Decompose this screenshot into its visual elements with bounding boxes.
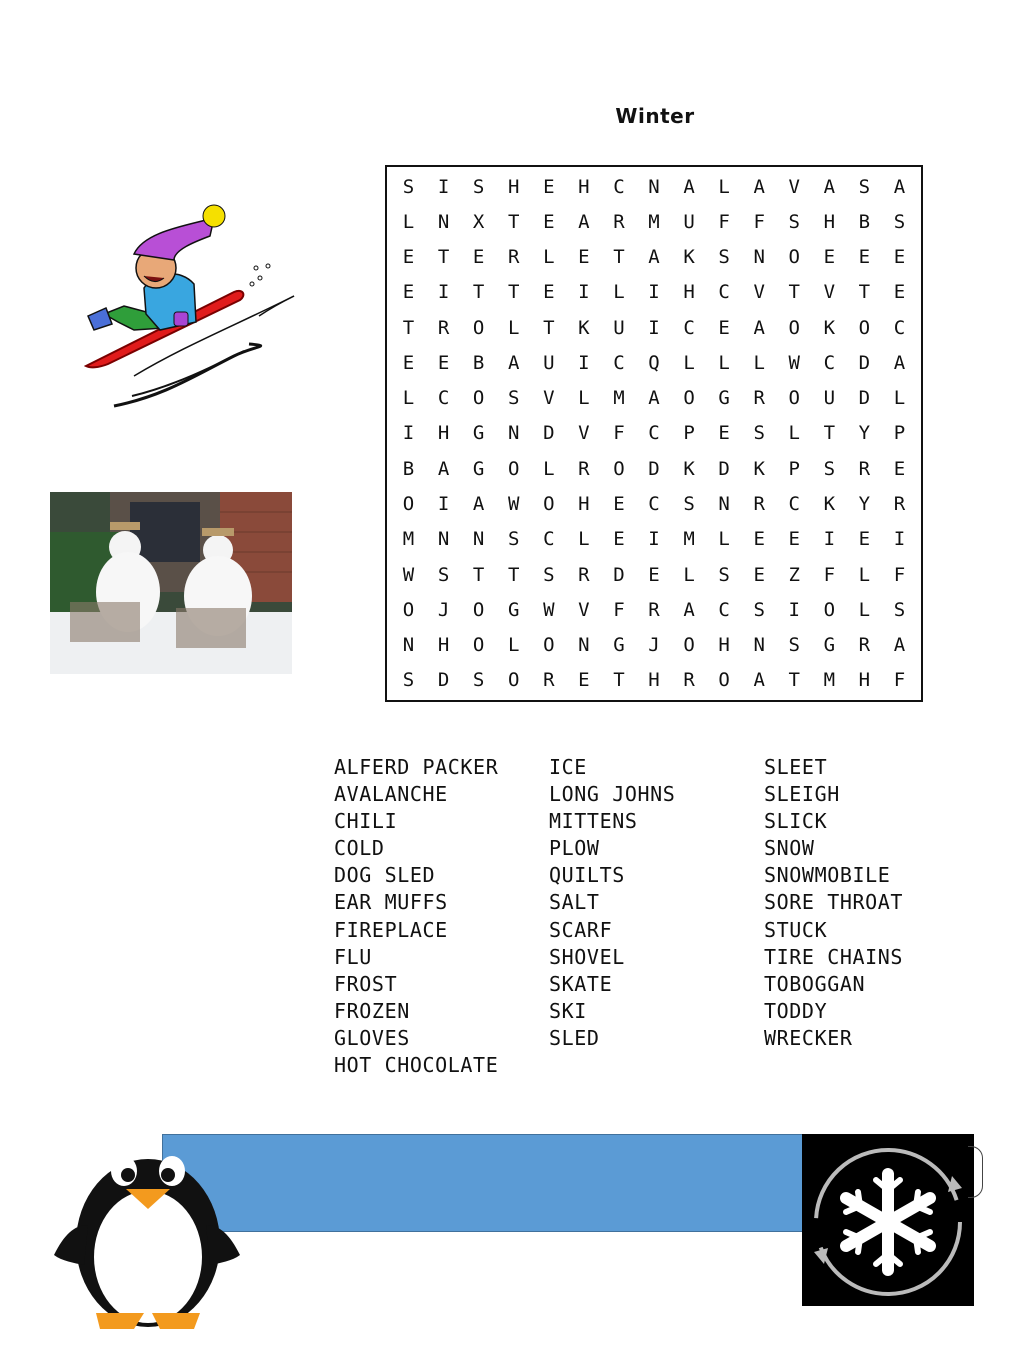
grid-cell: H xyxy=(823,210,836,233)
word-list-item: COLD xyxy=(334,836,385,861)
grid-cell: A xyxy=(648,246,660,269)
grid-cell: H xyxy=(718,634,730,657)
grid-cell: R xyxy=(648,598,660,621)
word-list-item: SLICK xyxy=(764,809,828,834)
snowflake-icon xyxy=(802,1134,974,1306)
grid-cell: E xyxy=(402,246,415,269)
grid-cell: E xyxy=(402,351,415,374)
grid-cell: K xyxy=(823,316,836,339)
grid-cell: E xyxy=(893,457,906,480)
grid-cell: E xyxy=(437,351,450,374)
grid-cell: S xyxy=(788,634,800,657)
grid-cell: E xyxy=(893,246,906,269)
grid-cell: U xyxy=(683,210,695,233)
grid-cell: W xyxy=(508,493,520,516)
grid-cell: L xyxy=(718,175,730,198)
grid-cell: S xyxy=(753,422,765,445)
grid-cell: S xyxy=(858,175,871,198)
grid-cell: C xyxy=(613,351,625,374)
word-list-item: SNOWMOBILE xyxy=(764,863,891,888)
grid-cell: U xyxy=(823,387,836,410)
grid-cell: C xyxy=(613,175,625,198)
grid-cell: E xyxy=(543,281,555,304)
grid-cell: H xyxy=(437,422,450,445)
grid-cell: F xyxy=(718,210,730,233)
grid-cell: S xyxy=(718,563,730,586)
word-list-item: SHOVEL xyxy=(549,944,625,969)
grid-cell: L xyxy=(858,598,871,621)
grid-cell: G xyxy=(718,387,730,410)
grid-cell: E xyxy=(472,246,485,269)
grid-cell: I xyxy=(402,422,415,445)
grid-cell: E xyxy=(543,175,555,198)
grid-cell: O xyxy=(788,316,800,339)
grid-cell: L xyxy=(788,422,800,445)
grid-cell: I xyxy=(437,281,450,304)
grid-cell: Z xyxy=(788,563,800,586)
word-list-item: SALT xyxy=(549,890,600,915)
grid-cell: I xyxy=(437,493,450,516)
grid-cell: A xyxy=(753,316,765,339)
grid-cell: T xyxy=(823,422,836,445)
grid-cell: Y xyxy=(858,422,871,445)
grid-cell: I xyxy=(437,175,450,198)
grid-cell: T xyxy=(543,316,555,339)
grid-cell: E xyxy=(718,422,730,445)
word-list-item: GLOVES xyxy=(334,1025,410,1050)
grid-cell: W xyxy=(543,598,555,621)
grid-cell: T xyxy=(472,281,485,304)
grid-cell: V xyxy=(543,387,555,410)
grid-cell: R xyxy=(893,493,906,516)
grid-cell: E xyxy=(648,563,660,586)
word-list-item: SLEET xyxy=(764,755,828,779)
word-list-item: ICE xyxy=(549,755,587,779)
grid-cell: S xyxy=(472,669,485,692)
grid-cell: N xyxy=(437,210,450,233)
grid-cell: N xyxy=(753,246,765,269)
grid-cell: B xyxy=(402,457,415,480)
grid-cell: S xyxy=(753,598,765,621)
word-list-item: WRECKER xyxy=(764,1025,853,1050)
grid-cell: L xyxy=(683,563,695,586)
grid-cell: G xyxy=(472,422,485,445)
grid-cell: H xyxy=(858,669,871,692)
grid-cell: O xyxy=(788,387,800,410)
grid-cell: L xyxy=(508,634,520,657)
grid-cell: C xyxy=(718,598,730,621)
grid-cell: L xyxy=(893,387,906,410)
grid-cell: N xyxy=(578,634,590,657)
grid-cell: S xyxy=(472,175,485,198)
grid-cell: E xyxy=(578,669,590,692)
grid-cell: T xyxy=(613,669,625,692)
grid-cell: T xyxy=(788,281,800,304)
grid-cell: H xyxy=(508,175,520,198)
grid-cell: O xyxy=(543,634,555,657)
grid-cell: O xyxy=(718,669,730,692)
grid-cell: S xyxy=(788,210,800,233)
grid-cell: M xyxy=(823,669,836,692)
sledding-kid-illustration xyxy=(84,196,298,412)
grid-cell: C xyxy=(648,422,660,445)
grid-cell: D xyxy=(858,387,871,410)
word-list-item: MITTENS xyxy=(549,809,638,834)
grid-cell: A xyxy=(437,457,450,480)
grid-cell: R xyxy=(613,210,625,233)
grid-cell: M xyxy=(402,528,415,551)
grid-cell: S xyxy=(402,669,415,692)
grid-cell: D xyxy=(718,457,730,480)
grid-cell: J xyxy=(648,634,660,657)
grid-cell: D xyxy=(648,457,660,480)
grid-cell: K xyxy=(683,246,695,269)
grid-cell: S xyxy=(508,528,520,551)
grid-cell: P xyxy=(893,422,906,445)
grid-cell: O xyxy=(508,669,520,692)
grid-cell: I xyxy=(648,528,660,551)
word-list-column-1 xyxy=(334,754,498,1079)
word-list-item: STUCK xyxy=(764,917,828,942)
grid-cell: A xyxy=(753,669,765,692)
word-list-item: FROZEN xyxy=(334,998,410,1023)
grid-cell: L xyxy=(683,351,695,374)
grid-cell: K xyxy=(823,493,836,516)
grid-cell: Y xyxy=(858,493,871,516)
grid-cell: I xyxy=(788,598,800,621)
grid-cell: Q xyxy=(648,351,660,374)
grid-cell: A xyxy=(683,598,695,621)
grid-cell: E xyxy=(753,528,765,551)
grid-cell: E xyxy=(858,246,871,269)
grid-cell: E xyxy=(613,528,625,551)
grid-cell: T xyxy=(437,246,450,269)
grid-cell: L xyxy=(402,210,415,233)
grid-cell: R xyxy=(578,563,590,586)
grid-cell: D xyxy=(858,351,871,374)
grid-cell: R xyxy=(858,457,871,480)
grid-cell: T xyxy=(508,563,520,586)
grid-cell: O xyxy=(508,457,520,480)
word-list-item: SNOW xyxy=(764,836,815,861)
grid-cell: A xyxy=(893,175,906,198)
grid-cell: S xyxy=(437,563,450,586)
grid-cell: I xyxy=(823,528,836,551)
snowflake-panel xyxy=(802,1134,974,1306)
word-list-item: HOT CHOCOLATE xyxy=(334,1053,499,1078)
grid-cell: H xyxy=(437,634,450,657)
grid-cell: H xyxy=(578,175,590,198)
grid-cell: L xyxy=(543,246,555,269)
grid-cell: F xyxy=(893,669,906,692)
grid-cell: V xyxy=(823,281,836,304)
grid-cell: O xyxy=(543,493,555,516)
grid-cell: C xyxy=(788,493,800,516)
grid-cell: B xyxy=(858,210,871,233)
word-list-item: SKATE xyxy=(549,971,613,996)
grid-cell: O xyxy=(683,387,695,410)
word-list-item: TOBOGGAN xyxy=(764,971,866,996)
grid-cell: N xyxy=(508,422,520,445)
grid-cell: I xyxy=(648,316,660,339)
grid-cell: A xyxy=(508,351,520,374)
grid-cell: H xyxy=(683,281,695,304)
page-title: Winter xyxy=(615,104,695,128)
grid-cell: P xyxy=(683,422,695,445)
bracket-shape xyxy=(968,1146,983,1198)
grid-cell: O xyxy=(683,634,695,657)
grid-cell: A xyxy=(753,175,765,198)
grid-cell: L xyxy=(508,316,520,339)
grid-cell: R xyxy=(753,387,765,410)
word-list-item: CHILI xyxy=(334,809,398,834)
word-list-item: QUILTS xyxy=(549,863,625,888)
grid-cell: U xyxy=(613,316,625,339)
grid-cell: U xyxy=(543,351,555,374)
grid-cell: L xyxy=(858,563,871,586)
word-list-item: FROST xyxy=(334,971,398,996)
grid-cell: L xyxy=(578,528,590,551)
grid-cell: O xyxy=(472,316,485,339)
word-list-column-2 xyxy=(549,754,675,1052)
grid-cell: L xyxy=(613,281,625,304)
word-list-item: ALFERD PACKER xyxy=(334,755,499,779)
grid-cell: C xyxy=(718,281,730,304)
grid-cell: C xyxy=(543,528,555,551)
word-list-item: SORE THROAT xyxy=(764,890,904,915)
penguin-illustration xyxy=(44,1125,248,1331)
grid-cell: F xyxy=(893,563,906,586)
grid-cell: X xyxy=(472,210,485,233)
grid-cell: L xyxy=(402,387,415,410)
grid-cell: H xyxy=(648,669,660,692)
grid-cell: S xyxy=(402,175,415,198)
grid-cell: A xyxy=(578,210,590,233)
word-list-item: SCARF xyxy=(549,917,613,942)
grid-cell: O xyxy=(858,316,871,339)
grid-cell: S xyxy=(508,387,520,410)
grid-cell: L xyxy=(718,351,730,374)
grid-cell: A xyxy=(893,351,906,374)
grid-cell: M xyxy=(683,528,695,551)
grid-cell: R xyxy=(578,457,590,480)
word-list-item: AVALANCHE xyxy=(334,782,448,807)
grid-cell: T xyxy=(472,563,485,586)
grid-cell: E xyxy=(823,246,836,269)
grid-cell: V xyxy=(578,598,590,621)
grid-cell: M xyxy=(613,387,625,410)
grid-cell: G xyxy=(472,457,485,480)
grid-cell: K xyxy=(578,316,590,339)
grid-cell: T xyxy=(508,281,520,304)
grid-cell: R xyxy=(753,493,765,516)
grid-cell: S xyxy=(683,493,695,516)
grid-cell: M xyxy=(648,210,660,233)
word-list-item: TODDY xyxy=(764,998,828,1023)
grid-cell: A xyxy=(823,175,836,198)
grid-cell: F xyxy=(613,598,625,621)
grid-cell: K xyxy=(683,457,695,480)
grid-cell: O xyxy=(613,457,625,480)
grid-cell: I xyxy=(578,281,590,304)
grid-cell: D xyxy=(613,563,625,586)
grid-cell: A xyxy=(648,387,660,410)
grid-cell: G xyxy=(613,634,625,657)
grid-cell: O xyxy=(472,598,485,621)
grid-cell: B xyxy=(472,351,485,374)
grid-cell: V xyxy=(578,422,590,445)
grid-cell: R xyxy=(543,669,555,692)
grid-cell: C xyxy=(893,316,906,339)
grid-cell: S xyxy=(893,598,906,621)
word-list-item: EAR MUFFS xyxy=(334,890,448,915)
grid-cell: N xyxy=(472,528,485,551)
grid-cell: R xyxy=(437,316,450,339)
snowmen-in-chairs-photo xyxy=(50,492,292,674)
grid-cell: H xyxy=(578,493,590,516)
grid-cell: I xyxy=(893,528,906,551)
word-search-grid xyxy=(385,165,923,702)
grid-cell: T xyxy=(508,210,520,233)
word-list-item: TIRE CHAINS xyxy=(764,944,904,969)
grid-cell: V xyxy=(753,281,765,304)
grid-cell: W xyxy=(402,563,415,586)
grid-cell: O xyxy=(402,493,415,516)
grid-cell: R xyxy=(508,246,520,269)
word-list-item: DOG SLED xyxy=(334,863,436,888)
grid-cell: N xyxy=(718,493,730,516)
grid-cell: K xyxy=(753,457,765,480)
grid-cell: I xyxy=(648,281,660,304)
grid-cell: L xyxy=(578,387,590,410)
grid-cell: E xyxy=(718,316,730,339)
banner-bar xyxy=(162,1134,830,1232)
grid-cell: A xyxy=(893,634,906,657)
grid-cell: O xyxy=(823,598,836,621)
grid-cell: S xyxy=(543,563,555,586)
word-list-column-3 xyxy=(764,754,903,1052)
grid-cell: N xyxy=(437,528,450,551)
grid-cell: E xyxy=(578,246,590,269)
grid-cell: E xyxy=(543,210,555,233)
grid-cell: G xyxy=(508,598,520,621)
grid-cell: C xyxy=(683,316,695,339)
grid-cell: L xyxy=(543,457,555,480)
grid-cell: J xyxy=(437,598,450,621)
grid-cell: I xyxy=(578,351,590,374)
grid-cell: W xyxy=(788,351,800,374)
grid-cell: S xyxy=(718,246,730,269)
word-list-item: PLOW xyxy=(549,836,600,861)
grid-cell: C xyxy=(648,493,660,516)
grid-cell: N xyxy=(402,634,415,657)
grid-cell: G xyxy=(823,634,836,657)
grid-cell: F xyxy=(613,422,625,445)
grid-cell: E xyxy=(402,281,415,304)
grid-cell: T xyxy=(858,281,871,304)
grid-cell: C xyxy=(823,351,836,374)
grid-cell: C xyxy=(437,387,450,410)
grid-cell: T xyxy=(613,246,625,269)
grid-cell: D xyxy=(437,669,450,692)
word-list-item: SKI xyxy=(549,998,587,1023)
grid-cell: A xyxy=(683,175,695,198)
grid-cell: N xyxy=(648,175,660,198)
word-list-item: SLEIGH xyxy=(764,782,840,807)
grid-cell: S xyxy=(823,457,836,480)
grid-cell: L xyxy=(718,528,730,551)
grid-cell: R xyxy=(683,669,695,692)
grid-cell: E xyxy=(858,528,871,551)
grid-cell: T xyxy=(788,669,800,692)
word-list-item: FLU xyxy=(334,944,372,969)
grid-cell: E xyxy=(788,528,800,551)
grid-cell: T xyxy=(402,316,415,339)
grid-cell: R xyxy=(858,634,871,657)
grid-cell: P xyxy=(788,457,800,480)
grid-cell: F xyxy=(753,210,765,233)
grid-cell: S xyxy=(893,210,906,233)
word-list-item: LONG JOHNS xyxy=(549,782,676,807)
grid-cell: O xyxy=(402,598,415,621)
grid-cell: O xyxy=(472,634,485,657)
grid-cell: F xyxy=(823,563,836,586)
grid-cell: V xyxy=(788,175,800,198)
grid-cell: L xyxy=(753,351,765,374)
grid-cell: N xyxy=(753,634,765,657)
grid-cell: O xyxy=(788,246,800,269)
grid-cell: E xyxy=(893,281,906,304)
grid-cell: A xyxy=(472,493,485,516)
word-list-item: SLED xyxy=(549,1025,600,1050)
grid-cell: E xyxy=(753,563,765,586)
grid-cell: D xyxy=(543,422,555,445)
grid-cell: E xyxy=(613,493,625,516)
word-list-item: FIREPLACE xyxy=(334,917,448,942)
grid-cell: O xyxy=(472,387,485,410)
